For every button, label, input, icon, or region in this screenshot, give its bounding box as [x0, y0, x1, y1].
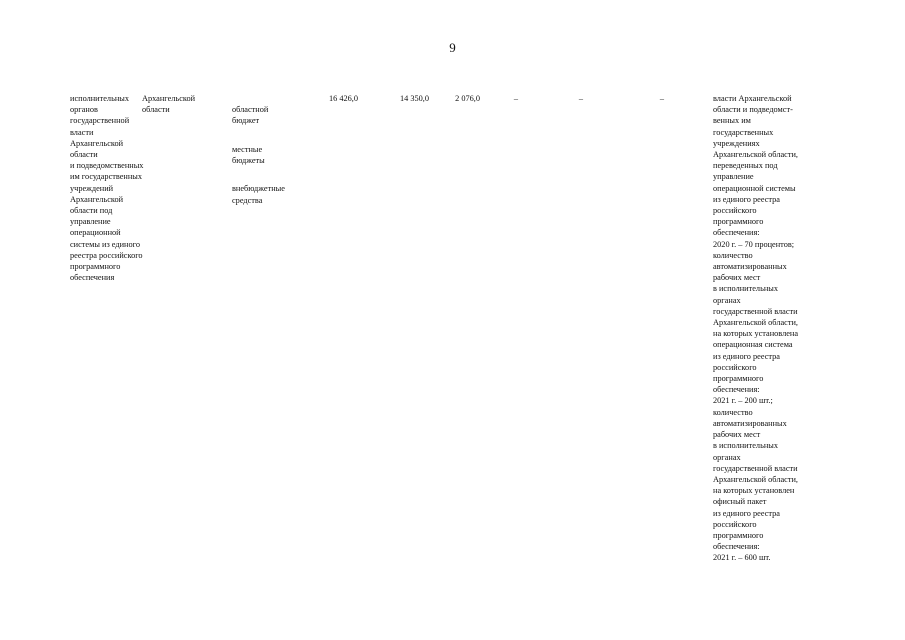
- executor-cell: исполнительных органов государственной власти Архангельской области и подведомственных им государственных учреждений Архангельской области под управление операционной системы из единого реестра российского программного обеспечения: [70, 94, 144, 283]
- source-local-budgets: местные бюджеты: [232, 144, 265, 166]
- amount-2021: 2 076,0: [455, 94, 480, 103]
- total-amount: 16 426,0: [328, 94, 358, 103]
- source-extrabudgetary: внебюджетные средства: [232, 184, 285, 205]
- amount-2023: –: [578, 94, 584, 103]
- expected-result-cell: власти Архангельской области и подведомст- венных им государственных учреждениях Архангельской области, переведенных под управление операционной системы из единого реестра российского программного обеспечения: 2020 г. – 70 процентов; количество автоматизированных рабочих мест в исполнительных органах государственной власти Архангельской области, на которых установлена операционная система из единого реестра российского программного обеспечения: 2021 г. – 200 шт.; количество автоматизированных рабочих мест в исполнительных органах государственной власти Архангельской области, на которых установлен офисный пакет из единого реестра российского программного обеспечения: 2021 г. – 600 шт.: [713, 94, 799, 563]
- funding-sources-cell: [232, 93, 285, 217]
- page-number: 9: [449, 40, 456, 55]
- source-regional-budget: областной бюджет: [232, 105, 269, 126]
- amount-2020: 14 350,0: [399, 94, 429, 103]
- territory-cell: Архангельской области: [142, 94, 196, 115]
- amount-2022: –: [513, 94, 519, 103]
- amount-2024: –: [659, 94, 665, 103]
